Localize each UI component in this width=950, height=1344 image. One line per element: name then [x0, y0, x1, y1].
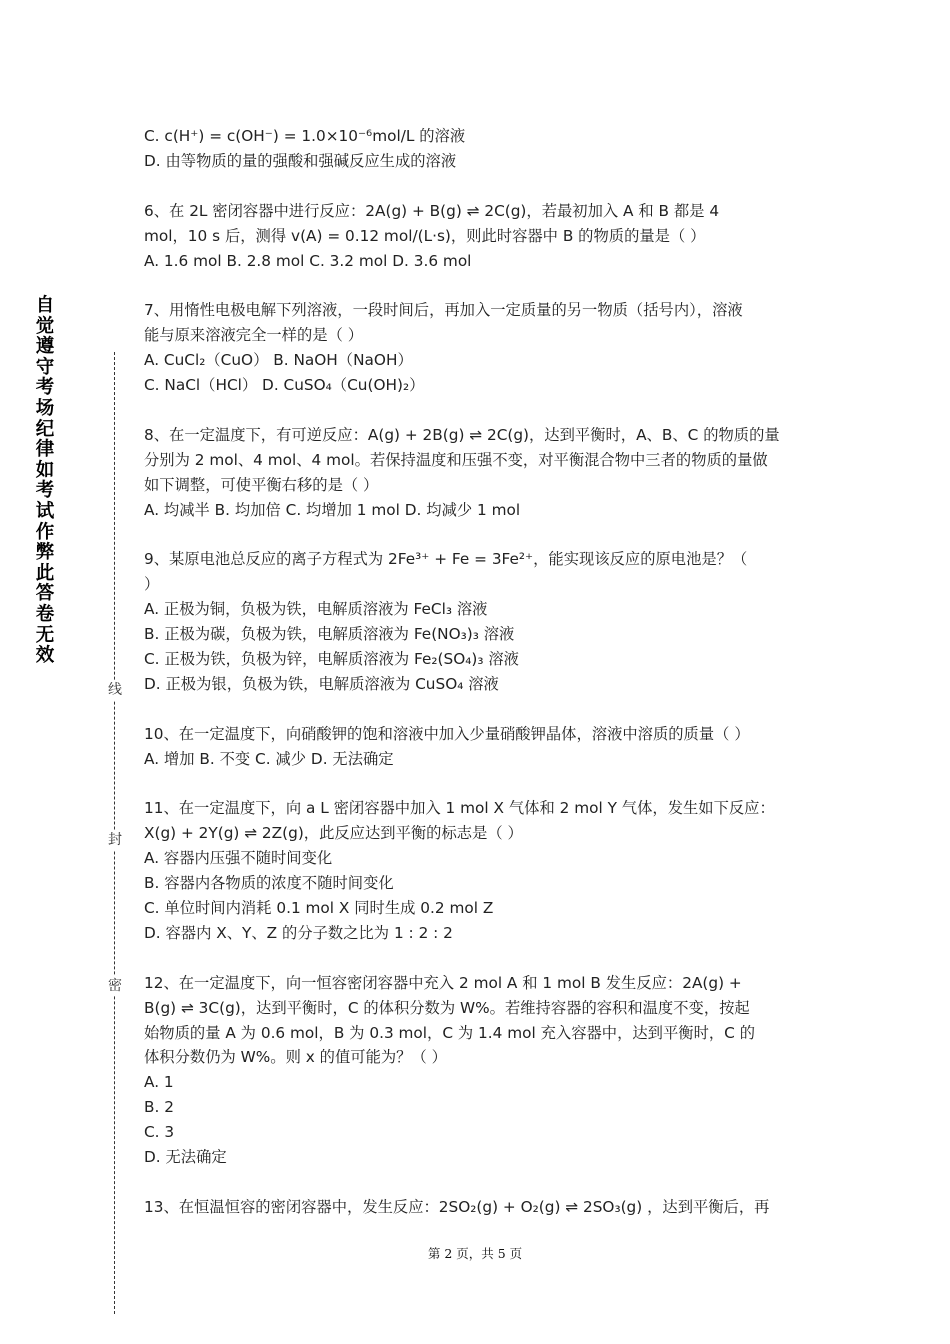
question-line: 能与原来溶液完全一样的是（ ）: [144, 326, 364, 345]
question-line: D. 无法确定: [144, 1148, 227, 1167]
question-line: A. 1: [144, 1073, 174, 1092]
question-block: [144, 124, 816, 174]
binding-label-xian: 线: [105, 680, 125, 700]
question-line: C. c(H⁺) = c(OH⁻) = 1.0×10⁻⁶mol/L 的溶液: [144, 127, 466, 145]
question-line: A. 容器内压强不随时间变化: [144, 849, 333, 868]
question-block: [144, 298, 816, 398]
exam-discipline-notice: 自觉遵守考场纪律如考试作弊此答卷无效: [35, 295, 55, 667]
question-line: B. 正极为碳，负极为铁，电解质溶液为 Fe(NO₃)₃ 溶液: [144, 625, 515, 644]
question-block: [144, 971, 816, 1170]
question-block: [144, 547, 816, 696]
question-line: 如下调整，可使平衡右移的是（ ）: [144, 475, 379, 494]
block-gap: [144, 273, 816, 298]
question-line: B. 容器内各物质的浓度不随时间变化: [144, 874, 394, 893]
question-line: A. 增加 B. 不变 C. 减少 D. 无法确定: [144, 749, 394, 768]
question-line: 9、某原电池总反应的离子方程式为 2Fe³⁺ + Fe = 3Fe²⁺，能实现该反应的原电池是？（: [144, 550, 748, 569]
question-block: [144, 1195, 816, 1220]
block-gap: [144, 398, 816, 423]
question-line: 7、用惰性电极电解下列溶液，一段时间后，再加入一定质量的另一物质（括号内），溶液: [144, 301, 743, 320]
question-line: C. 3: [144, 1123, 175, 1142]
binding-label-feng: 封: [105, 830, 125, 850]
question-block: [144, 796, 816, 945]
question-line: ）: [144, 575, 160, 594]
binding-label-mi: 密: [105, 976, 125, 996]
question-line: 11、在一定温度下，向 a L 密闭容器中加入 1 mol X 气体和 2 mol Y 气体，发生如下反应：: [144, 799, 775, 818]
question-line: D. 由等物质的量的强酸和强碱反应生成的溶液: [144, 151, 457, 170]
question-line: D. 正极为银，负极为铁，电解质溶液为 CuSO₄ 溶液: [144, 674, 499, 693]
block-gap: [144, 1170, 816, 1195]
question-line: 分别为 2 mol、4 mol、4 mol。若保持温度和压强不变，对平衡混合物中三者的物质的量做: [144, 450, 768, 469]
question-line: A. CuCl₂（CuO） B. NaOH（NaOH）: [144, 351, 413, 370]
question-line: A. 均减半 B. 均加倍 C. 均增加 1 mol D. 均减少 1 mol: [144, 500, 521, 519]
block-gap: [144, 174, 816, 199]
question-line: B(g) ⇌ 3C(g)，达到平衡时，C 的体积分数为 W%。若维持容器的容积和温度不变，按起: [144, 998, 750, 1017]
question-line: 始物质的量 A 为 0.6 mol，B 为 0.3 mol，C 为 1.4 mol 充入容器中，达到平衡时，C 的: [144, 1023, 756, 1042]
question-line: D. 容器内 X、Y、Z 的分子数之比为 1 : 2 : 2: [144, 923, 453, 942]
question-line: mol，10 s 后，测得 v(A) = 0.12 mol/(L·s)，则此时容器中 B 的物质的量是（ ）: [144, 226, 706, 245]
question-line: X(g) + 2Y(g) ⇌ 2Z(g)，此反应达到平衡的标志是（ ）: [144, 824, 523, 843]
question-line: 体积分数仍为 W%。则 x 的值可能为？（ ）: [144, 1048, 447, 1067]
page-footer: 第 2 页，共 5 页: [427, 1246, 523, 1261]
block-gap: [144, 522, 816, 547]
question-line: B. 2: [144, 1098, 174, 1117]
question-line: 10、在一定温度下，向硝酸钾的饱和溶液中加入少量硝酸钾晶体，溶液中溶质的质量（ ）: [144, 724, 750, 743]
question-block: [144, 423, 816, 523]
block-gap: [144, 771, 816, 796]
question-block: [144, 199, 816, 274]
question-line: A. 1.6 mol B. 2.8 mol C. 3.2 mol D. 3.6 mol: [144, 251, 472, 270]
question-line: C. 正极为铁，负极为锌，电解质溶液为 Fe₂(SO₄)₃ 溶液: [144, 649, 519, 668]
question-line: 13、在恒温恒容的密闭容器中，发生反应：2SO₂(g) + O₂(g) ⇌ 2SO₃(g) ，达到平衡后，再: [144, 1197, 770, 1216]
question-content: [144, 124, 816, 1220]
question-line: 8、在一定温度下，有可逆反应：A(g) + 2B(g) ⇌ 2C(g)，达到平衡时，A、B、C 的物质的量: [144, 425, 780, 444]
question-line: A. 正极为铜，负极为铁，电解质溶液为 FeCl₃ 溶液: [144, 600, 488, 619]
question-line: 6、在 2L 密闭容器中进行反应：2A(g) + B(g) ⇌ 2C(g)，若最初加入 A 和 B 都是 4: [144, 201, 720, 220]
question-line: 12、在一定温度下，向一恒容密闭容器中充入 2 mol A 和 1 mol B 发生反应：2A(g) +: [144, 973, 742, 992]
question-block: [144, 722, 816, 772]
question-line: C. 单位时间内消耗 0.1 mol X 同时生成 0.2 mol Z: [144, 899, 494, 917]
question-line: C. NaCl（HCl） D. CuSO₄（Cu(OH)₂）: [144, 376, 425, 395]
block-gap: [144, 697, 816, 722]
block-gap: [144, 946, 816, 971]
